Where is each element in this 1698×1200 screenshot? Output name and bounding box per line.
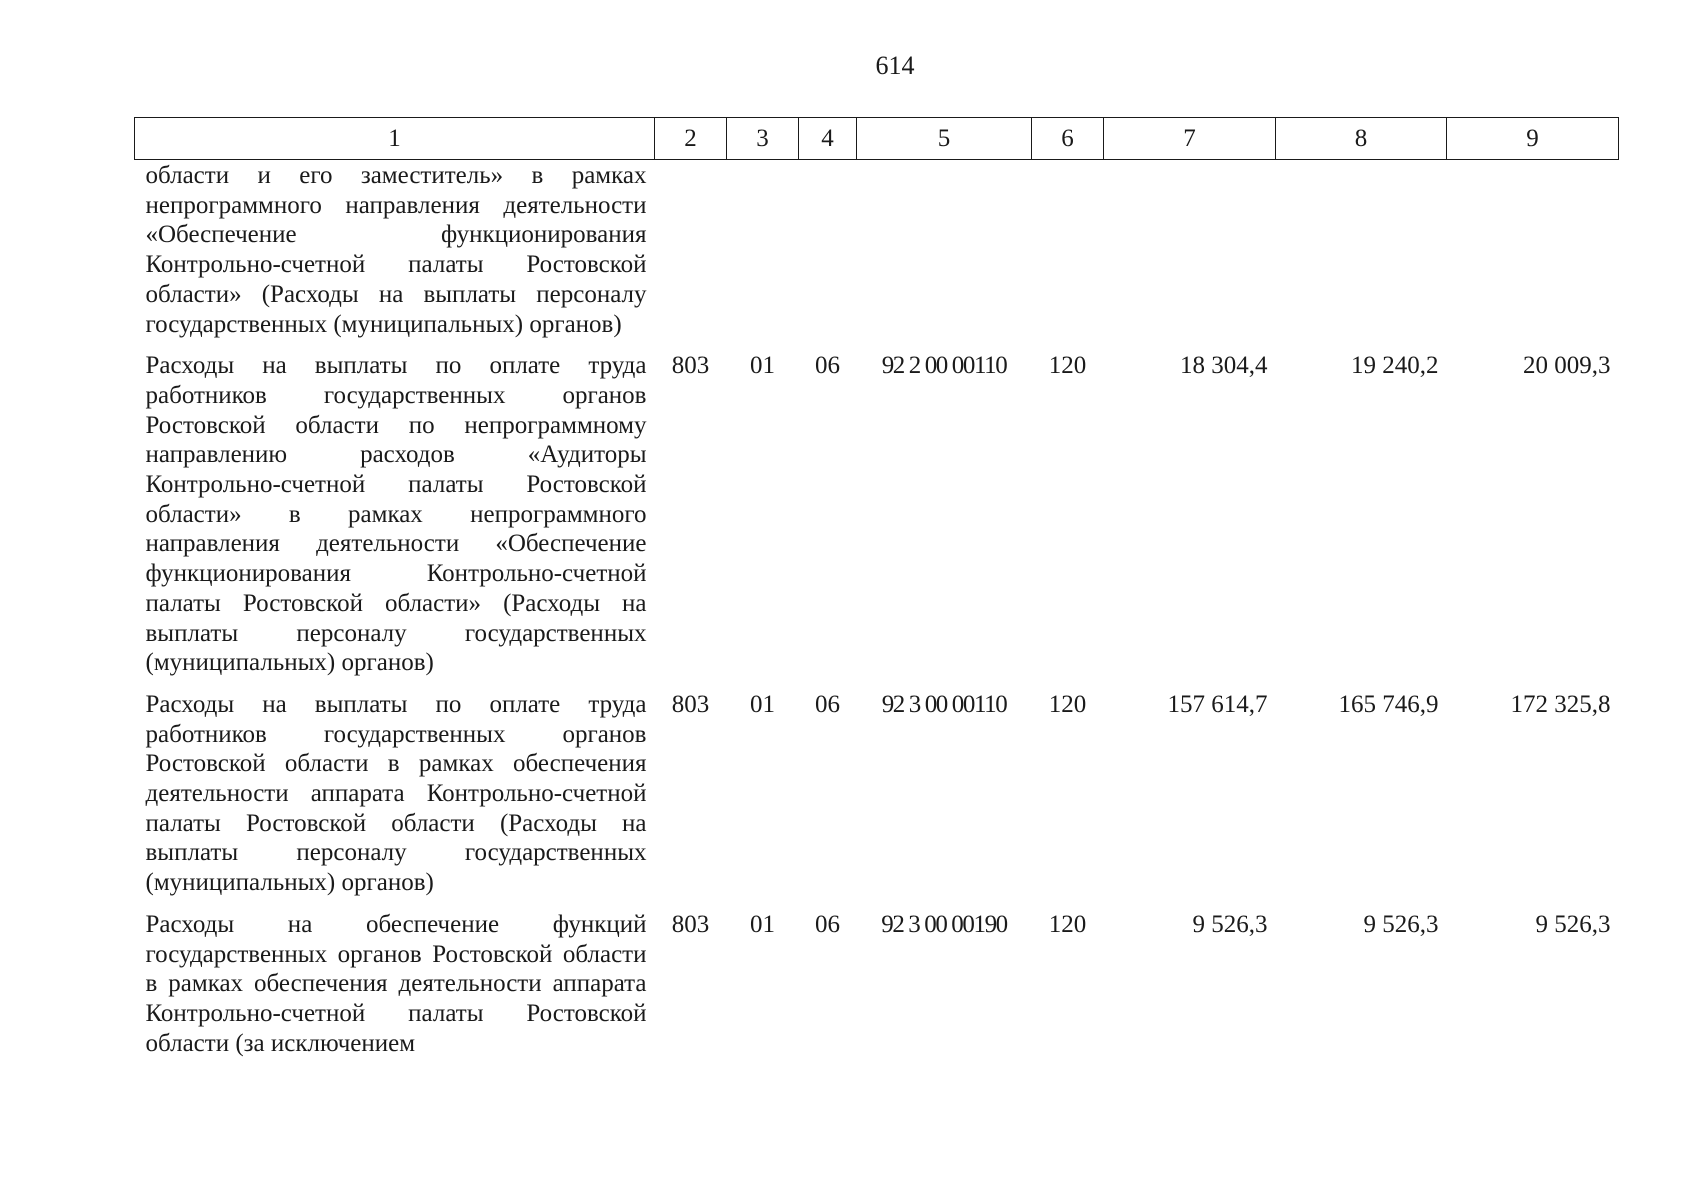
row-amount-col7: 18 304,4 (1180, 352, 1268, 380)
header-cell: 2 (655, 118, 727, 160)
row-ministry-code (655, 160, 727, 340)
row-target-article: 92 2 00 00110 (881, 352, 1007, 380)
table-row (135, 339, 1619, 678)
page-number: 614 (875, 51, 915, 80)
table-row (135, 678, 1619, 898)
header-cell: 8 (1276, 118, 1447, 160)
row-amount-col9: 172 325,8 (1510, 690, 1611, 718)
budget-table (134, 117, 1619, 1058)
row-section-code: 01 (750, 352, 775, 380)
header-cell: 4 (799, 118, 857, 160)
header-row (135, 118, 1619, 160)
header-cell: 6 (1032, 118, 1104, 160)
row-amount-col8: 165 746,9 (1338, 690, 1439, 718)
header-cell: 5 (857, 118, 1032, 160)
row-amount-col8: 19 240,2 (1351, 352, 1439, 380)
row-expense-type: 120 (1048, 910, 1087, 938)
row-expense-type: 120 (1048, 690, 1087, 718)
row-amount-col7: 157 614,7 (1167, 690, 1268, 718)
row-subsection-code: 06 (815, 910, 840, 938)
row-section-code (727, 160, 799, 340)
row-amount-col8: 9 526,3 (1363, 910, 1439, 938)
row-amount-col9 (1447, 160, 1619, 340)
row-amount-col8 (1276, 160, 1447, 340)
row-subsection-code: 06 (815, 690, 840, 718)
row-target-article: 92 3 00 00190 (881, 910, 1007, 938)
row-amount-col9: 20 009,3 (1523, 352, 1611, 380)
row-description: Расходы на выплаты по оплате труда работников государственных органов Ростовской области по непрограммному направлению расходов «Аудиторы Контрольно-счетной палаты Ростовской области» в рамках непрограммного направления деятельности «Обеспечение функционирования Контрольно-счетной палаты Ростовской области» (Расходы на выплаты персоналу государственных (муниципальных) органов) (145, 352, 647, 677)
row-section-code: 01 (750, 690, 775, 718)
table-row (135, 160, 1619, 340)
row-ministry-code: 803 (671, 352, 710, 380)
table-row (135, 898, 1619, 1059)
row-ministry-code: 803 (671, 690, 710, 718)
row-amount-col9: 9 526,3 (1535, 910, 1611, 938)
row-subsection-code: 06 (815, 352, 840, 380)
header-cell: 3 (727, 118, 799, 160)
header-cell: 7 (1104, 118, 1276, 160)
header-cell: 9 (1447, 118, 1619, 160)
row-target-article: 92 3 00 00110 (881, 690, 1007, 718)
row-expense-type: 120 (1048, 352, 1087, 380)
row-description: Расходы на обеспечение функций государственных органов Ростовской области в рамках обеспечения деятельности аппарата Контрольно-счетной палаты Ростовской области (за исключением (145, 910, 647, 1057)
row-amount-col7 (1104, 160, 1276, 340)
row-description: Расходы на выплаты по оплате труда работников государственных органов Ростовской области в рамках обеспечения деятельности аппарата Контрольно-счетной палаты Ростовской области (Расходы на выплаты персоналу государственных (муниципальных) органов) (145, 690, 647, 897)
row-description: области и его заместитель» в рамках непрограммного направления деятельности «Обеспечение функционирования Контрольно-счетной палаты Ростовской области» (Расходы на выплаты персоналу государственных (муниципальных) органов) (145, 162, 647, 338)
row-ministry-code: 803 (671, 910, 710, 938)
row-section-code: 01 (750, 910, 775, 938)
header-cell: 1 (135, 118, 655, 160)
row-amount-col7: 9 526,3 (1192, 910, 1268, 938)
row-target-article (857, 160, 1032, 340)
row-expense-type (1032, 160, 1104, 340)
row-subsection-code (799, 160, 857, 340)
